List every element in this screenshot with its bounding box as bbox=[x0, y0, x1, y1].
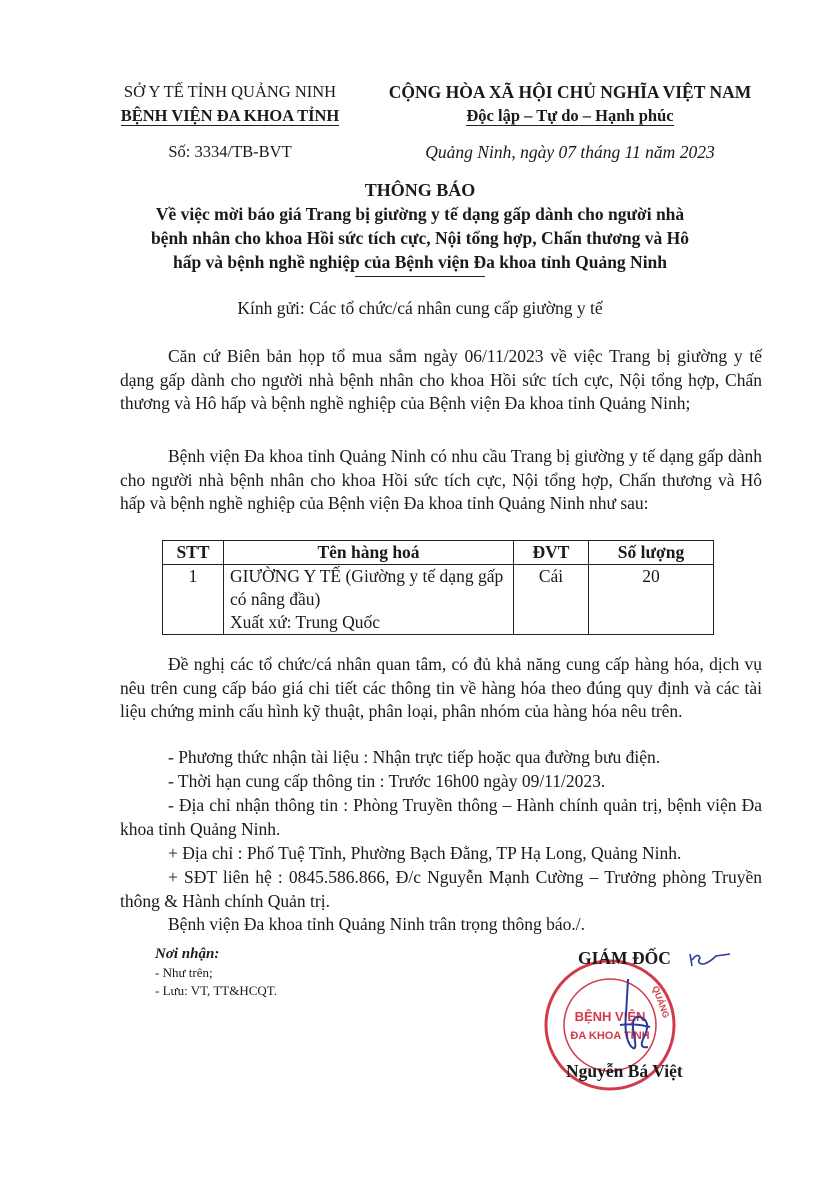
item-method: - Phương thức nhận tài liệu : Nhận trực tiếp hoặc qua đường bưu điện. bbox=[168, 747, 661, 767]
paragraph-request bbox=[120, 653, 762, 724]
cell-name bbox=[224, 565, 514, 635]
initial-mark-icon bbox=[686, 948, 736, 970]
table-row bbox=[163, 565, 714, 635]
motto bbox=[360, 104, 780, 128]
col-stt: STT bbox=[163, 541, 224, 565]
cell-stt: 1 bbox=[163, 565, 224, 635]
paragraph-basis-text: Căn cứ Biên bản họp tổ mua sắm ngày 06/11/2023 về việc Trang bị giường y tế dạng gấp dành cho người nhà bệnh nhân cho khoa Hồi sức tích cực, Nội tổng hợp, Chấn thương và Hô hấp và bệnh nghề nghiệp của Bệnh viện Đa khoa tỉnh Quảng Ninh; bbox=[120, 346, 762, 413]
col-name: Tên hàng hoá bbox=[224, 541, 514, 565]
notice-heading: THÔNG BÁO bbox=[364, 180, 476, 200]
paragraph-need bbox=[120, 445, 762, 516]
notice-subject-2: bệnh nhân cho khoa Hồi sức tích cực, Nội tổng hợp, Chấn thương và Hô bbox=[150, 228, 690, 248]
col-unit: ĐVT bbox=[514, 541, 589, 565]
paragraph-request-text: Đề nghị các tổ chức/cá nhân quan tâm, có đủ khả năng cung cấp hàng hóa, dịch vụ nêu trên cung cấp báo giá chi tiết các thông tin về hàng hóa theo đúng quy định và các tài liệu chứng minh cấu hình kỹ thuật, phân loại, phân nhóm của hàng hóa nêu trên. bbox=[120, 654, 762, 721]
motto-text: Độc lập – Tự do – Hạnh phúc bbox=[466, 106, 674, 125]
national-header bbox=[360, 80, 780, 164]
notice-subject-1: Về việc mời báo giá Trang bị giường y tế dạng gấp dành cho người nhà bbox=[155, 204, 685, 224]
doc-number: Số: 3334/TB-BVT bbox=[168, 142, 292, 161]
cell-quantity: 20 bbox=[589, 565, 714, 635]
item-deadline: - Thời hạn cung cấp thông tin : Trước 16h00 ngày 09/11/2023. bbox=[168, 771, 606, 791]
item-place bbox=[120, 794, 762, 841]
paragraph-basis bbox=[120, 345, 762, 416]
seal-ring-text: QUẢNG bbox=[650, 984, 672, 1020]
item-phone-text: + SĐT liên hệ : 0845.586.866, Đ/c Nguyễn Mạnh Cường – Trưởng phòng Truyền thông & Hành chính Quản trị. bbox=[120, 867, 762, 911]
table-header-row bbox=[163, 541, 714, 565]
issue-date: Quảng Ninh, ngày 07 tháng 11 năm 2023 bbox=[425, 142, 715, 162]
col-quantity: Số lượng bbox=[589, 541, 714, 565]
closing-line: Bệnh viện Đa khoa tỉnh Quảng Ninh trân trọng thông báo./. bbox=[168, 914, 586, 934]
notice-subject-3: hấp và bệnh nghề nghiệp của Bệnh viện Đa khoa tỉnh Quảng Ninh bbox=[172, 252, 668, 272]
cell-origin: Xuất xứ: Trung Quốc bbox=[230, 612, 380, 632]
salutation: Kính gửi: Các tổ chức/cá nhân cung cấp giường y tế bbox=[237, 298, 603, 318]
item-address: + Địa chỉ : Phố Tuệ Tĩnh, Phường Bạch Đằng, TP Hạ Long, Quảng Ninh. bbox=[168, 843, 682, 863]
seal-text-1: BỆNH VIỆN bbox=[574, 1009, 646, 1024]
cell-name-line2: có nâng đầu) bbox=[230, 589, 321, 609]
title-divider bbox=[355, 276, 485, 277]
signature-icon bbox=[600, 975, 670, 1070]
recipients-title: Nơi nhận: bbox=[155, 946, 220, 962]
goods-table bbox=[162, 540, 714, 635]
seal-text-2: ĐA KHOA TỈNH bbox=[570, 1030, 650, 1042]
country-name: CỘNG HÒA XÃ HỘI CHỦ NGHĨA VIỆT NAM bbox=[388, 82, 752, 102]
agency-name bbox=[80, 104, 380, 128]
agency-header bbox=[80, 80, 380, 164]
signer-name: Nguyễn Bá Việt bbox=[566, 1061, 683, 1081]
cell-name-line1: GIƯỜNG Y TẾ (Giường y tế dạng gấp bbox=[230, 566, 504, 586]
signer-title: GIÁM ĐỐC bbox=[578, 948, 671, 968]
paragraph-need-text: Bệnh viện Đa khoa tỉnh Quảng Ninh có nhu cầu Trang bị giường y tế dạng gấp dành cho người nhà bệnh nhân cho khoa Hồi sức tích cực, Nội tổng hợp, Chấn thương và Hô hấp và bệnh nghề nghiệp của Bệnh viện Đa khoa tỉnh Quảng Ninh như sau: bbox=[120, 446, 762, 513]
recipient-2: - Lưu: VT, TT&HCQT. bbox=[155, 983, 277, 998]
notice-title-block bbox=[80, 178, 760, 277]
agency-parent: SỞ Y TẾ TỈNH QUẢNG NINH bbox=[123, 82, 337, 101]
item-phone bbox=[120, 866, 762, 913]
recipient-1: - Như trên; bbox=[155, 965, 213, 980]
cell-unit: Cái bbox=[514, 565, 589, 635]
item-place-text: - Địa chỉ nhận thông tin : Phòng Truyền thông – Hành chính quản trị, bệnh viện Đa khoa tỉnh Quảng Ninh. bbox=[120, 795, 762, 839]
recipients-block bbox=[155, 944, 415, 1000]
agency-name-text: BỆNH VIỆN ĐA KHOA TỈNH bbox=[120, 106, 340, 125]
